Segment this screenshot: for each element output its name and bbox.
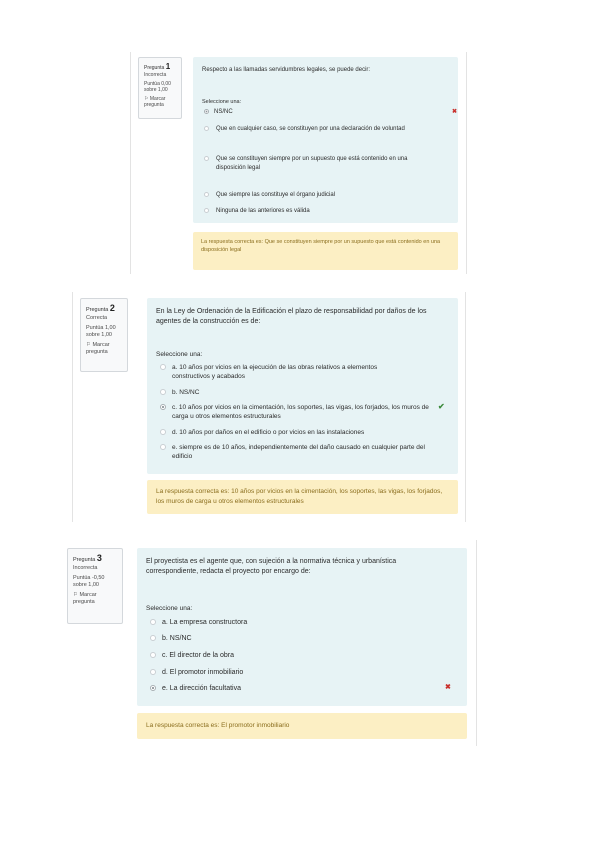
question-text: En la Ley de Ordenación de la Edificación el plazo de responsabilidad por daños de los agentes de la construcción es de: xyxy=(156,308,427,326)
question-3-content xyxy=(137,548,467,706)
question-1-info xyxy=(138,57,182,119)
question-label: Pregunta xyxy=(144,65,165,71)
option-text: b. NS/NC xyxy=(172,389,200,396)
option-radio[interactable] xyxy=(150,619,156,625)
cross-icon: ✖ xyxy=(445,684,451,691)
option-radio[interactable] xyxy=(160,444,166,450)
option-text: a. La empresa constructora xyxy=(162,619,248,626)
option-row[interactable] xyxy=(160,403,440,422)
option-text: c. 10 años por vicios en la cimentación, los soportes, las vigas, los forjados, los muros de carga u otros elementos estructurales xyxy=(172,404,429,421)
option-radio[interactable] xyxy=(160,364,166,370)
option-text: Que en cualquier caso, se constituyen por una declaración de voluntad xyxy=(216,126,405,132)
option-row[interactable] xyxy=(150,618,400,628)
flag-icon: ⚐ xyxy=(86,342,91,349)
option-radio[interactable] xyxy=(150,685,156,691)
flag-icon: ⚐ xyxy=(73,592,78,599)
question-state: Incorrecta xyxy=(144,72,167,79)
question-grade: Puntúa 0,00 sobre 1,00 xyxy=(144,80,171,94)
flag-question-button[interactable] xyxy=(86,342,122,356)
question-text: El proyectista es el agente que, con sujeción a la normativa técnica y urbanística correspondiente, redacta el proyecto por encargo de: xyxy=(146,558,397,576)
correct-answer-feedback: La respuesta correcta es: Que se constituyen siempre por un supuesto que está contenido en una disposición legal xyxy=(193,232,458,270)
option-row[interactable] xyxy=(150,651,400,661)
question-number: 2 xyxy=(109,303,115,313)
flag-question-button[interactable] xyxy=(144,96,176,109)
option-text: d. El promotor inmobiliario xyxy=(162,669,244,676)
question-1-content xyxy=(193,57,458,223)
option-row[interactable] xyxy=(150,684,400,694)
option-radio[interactable] xyxy=(204,126,209,131)
question-grade: Puntúa -0,50 sobre 1,00 xyxy=(73,574,105,588)
question-number: 3 xyxy=(96,553,102,563)
answer-prompt: Seleccione una: xyxy=(146,605,193,612)
option-radio[interactable] xyxy=(150,652,156,658)
flag-question-button[interactable] xyxy=(73,592,117,606)
question-text: Respecto a las llamadas servidumbres legales, se puede decir: xyxy=(202,67,371,73)
option-radio[interactable] xyxy=(150,669,156,675)
option-row[interactable] xyxy=(160,443,440,462)
option-text: e. La dirección facultativa xyxy=(162,685,241,692)
option-text: NS/NC xyxy=(214,109,233,115)
option-row[interactable] xyxy=(160,388,435,397)
cross-icon: ✖ xyxy=(452,109,458,115)
question-2-content xyxy=(147,298,458,474)
flag-icon: ⚐ xyxy=(144,95,149,102)
option-text: Ninguna de las anteriores es válida xyxy=(216,208,310,214)
question-state: Incorrecta xyxy=(73,564,98,571)
option-radio[interactable] xyxy=(160,429,166,435)
correct-answer-feedback: La respuesta correcta es: 10 años por vicios en la cimentación, los soportes, las vigas, los forjados, los muros de carga u otros elementos estructurales xyxy=(147,480,458,514)
option-text: Que siempre las constituye el órgano judicial xyxy=(216,192,336,198)
option-radio[interactable] xyxy=(160,389,166,395)
option-row[interactable] xyxy=(204,207,434,215)
option-radio[interactable] xyxy=(160,404,166,410)
option-text: e. siempre es de 10 años, independientemente del daño causado en cualquier parte del edificio xyxy=(172,444,425,461)
option-row[interactable] xyxy=(204,155,426,174)
option-row[interactable] xyxy=(204,108,434,116)
question-3-info xyxy=(67,548,123,624)
option-radio[interactable] xyxy=(204,109,209,114)
flag-label: Marcar pregunta xyxy=(73,592,97,606)
option-row[interactable] xyxy=(150,634,400,644)
question-grade: Puntúa 1,00 sobre 1,00 xyxy=(86,324,116,338)
option-radio[interactable] xyxy=(204,156,209,161)
answer-prompt: Seleccione una: xyxy=(202,99,242,105)
option-row[interactable] xyxy=(150,668,400,678)
check-icon: ✔ xyxy=(438,402,445,411)
option-row[interactable] xyxy=(204,191,434,199)
option-text: Que se constituyen siempre por un supuesto que está contenido en una disposición legal xyxy=(216,156,408,172)
question-2-info xyxy=(80,298,128,372)
answer-prompt: Seleccione una: xyxy=(156,351,203,358)
option-text: b. NS/NC xyxy=(162,635,192,642)
option-row[interactable] xyxy=(204,125,434,133)
option-text: d. 10 años por daños en el edificio o por vicios en las instalaciones xyxy=(172,429,365,436)
flag-label: Marcar pregunta xyxy=(86,342,110,356)
option-radio[interactable] xyxy=(150,635,156,641)
question-label: Pregunta xyxy=(73,557,96,563)
option-radio[interactable] xyxy=(204,192,209,197)
flag-label: Marcar pregunta xyxy=(144,95,166,109)
option-row[interactable] xyxy=(160,428,440,437)
option-radio[interactable] xyxy=(204,208,209,213)
question-number: 1 xyxy=(165,62,171,71)
option-text: a. 10 años por vicios en la ejecución de las obras relativos a elementos constructivos y acabados xyxy=(172,364,378,381)
option-text: c. El director de la obra xyxy=(162,652,234,659)
correct-answer-feedback: La respuesta correcta es: El promotor inmobiliario xyxy=(137,713,467,739)
option-row[interactable] xyxy=(160,363,435,382)
question-label: Pregunta xyxy=(86,307,109,313)
question-state: Correcta xyxy=(86,314,108,321)
